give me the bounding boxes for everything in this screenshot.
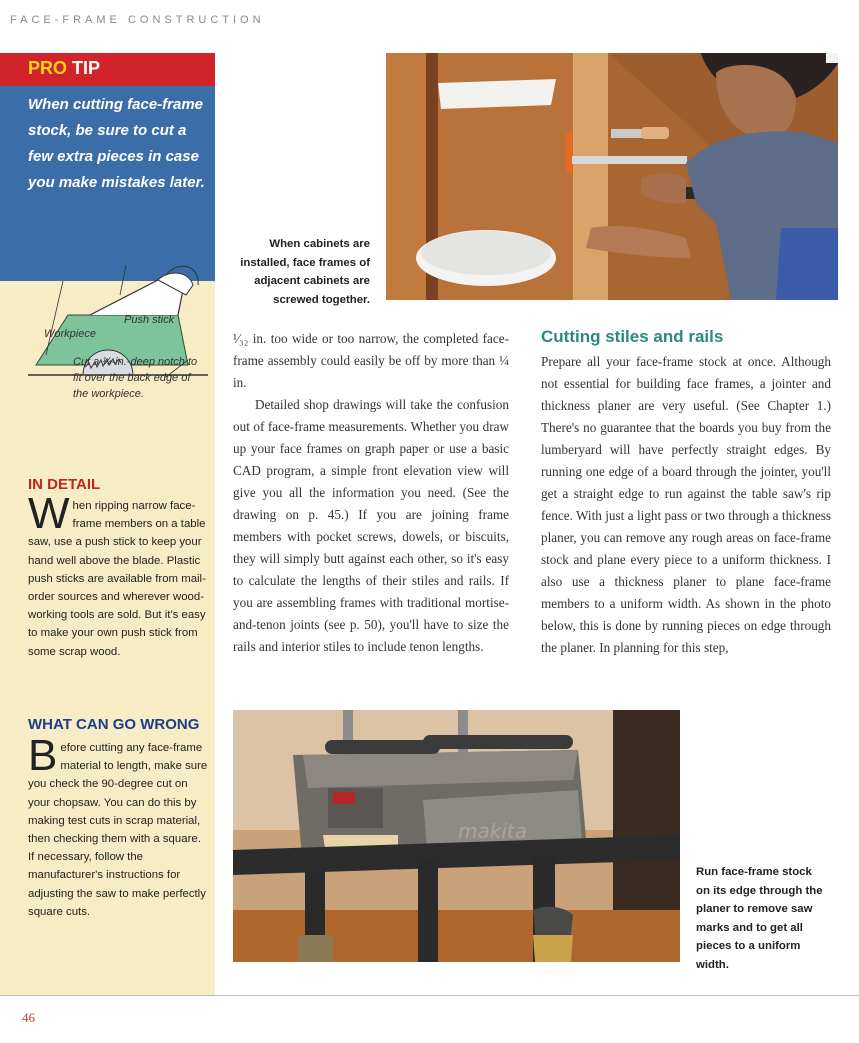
pro-tip-text: When cutting face-frame stock, be sure to cut a few extra pieces in case you make mistakes later. [0, 86, 215, 281]
in-detail-dropcap: W [28, 489, 70, 538]
footer-rule [0, 995, 859, 996]
photo-bottom-caption: Run face-frame stock on its edge through the planer to remove saw marks and to get all pieces to a uniform width. [696, 866, 823, 971]
body-column-2 [541, 351, 831, 659]
page-number: 46 [22, 1010, 35, 1025]
what-can-go-wrong-body: efore cutting any face-frame material to length, make sure you check the 90-degree cut on your chopsaw. You can do this by making test cuts in scrap material, then checking them with a square. If necessary, follow the manufacturer's instructions for adjusting the saw to make perfectly square cuts. [28, 742, 208, 918]
what-can-go-wrong-heading: WHAT CAN GO WRONG [28, 716, 200, 733]
in-detail-heading: IN DETAIL [28, 476, 101, 493]
pro-tip-header [0, 53, 215, 86]
cabinet-installation-photo [386, 53, 838, 300]
column1-paragraph-1: ¹⁄₃₂ in. too wide or too narrow, the completed face-frame assembly could easily be off by more than ¼ in. [233, 331, 509, 390]
diagram-label-workpiece: Workpiece [44, 328, 96, 340]
column1-paragraph-2: Detailed shop drawings will take the confusion out of face-frame measurements. Whether you draw up your face frames on graph paper or use a basic CAD program, a simple front elevation view will give you all the information you need. (See the drawing on p. 45.) If you are joining frame members with pocket screws, dowels, or biscuits, they will simply butt against each other, so it's easy to calculate the lengths of their stiles and rails. If you are assembling frames with traditional mortise-and-tenon joints (see p. 50), you'll have to size the rails and interior stiles to include tenon lengths. [233, 397, 509, 654]
pro-tip-label-pro: PRO [28, 58, 68, 78]
section-heading: Cutting stiles and rails [541, 327, 724, 346]
in-detail-body: hen ripping narrow face-frame members on a table saw, use a push stick to keep your hand well above the blade. Plastic push sticks are available from mail-order sources and wherever wood-working tools are sold. But it's easy to make your own push stick from some scrap wood. [28, 500, 206, 658]
pro-tip-label-tip: TIP [72, 58, 101, 78]
planer-brand-text: makita [458, 819, 527, 843]
diagram-label-push-stick: Push stick [124, 314, 175, 326]
in-detail-text [28, 489, 208, 661]
diagram-caption: Cut a ¼-in.-deep notch to fit over the back edge of the workpiece. [73, 356, 198, 400]
column2-paragraph-1: Prepare all your face-frame stock at once. Although not essential for building face frames, a jointer and thickness planer are very useful. (See Chapter 1.) There's no guarantee that the boards you buy from the lumberyard will have perfectly straight edges. By running one edge of a board through the jointer, you'll get a straight edge to run against the table saw's rip fence. With just a light pass or two through a thickness planer, you can remove any rough areas on face-frame stock and plane every piece to a uniform thickness. I also use a thickness planer to plane face-frame members to a uniform width. As shown in the photo below, this is done by running pieces on edge through the planer. In planning for this step, [541, 354, 831, 655]
body-column-1 [233, 328, 509, 658]
photo-top-caption: When cabinets are installed, face frames of adjacent cabinets are screwed together. [240, 238, 370, 306]
running-head: FACE-FRAME CONSTRUCTION [10, 14, 265, 26]
what-can-go-wrong-dropcap: B [28, 731, 58, 780]
planer-photo [233, 710, 680, 962]
what-can-go-wrong-text [28, 731, 208, 921]
